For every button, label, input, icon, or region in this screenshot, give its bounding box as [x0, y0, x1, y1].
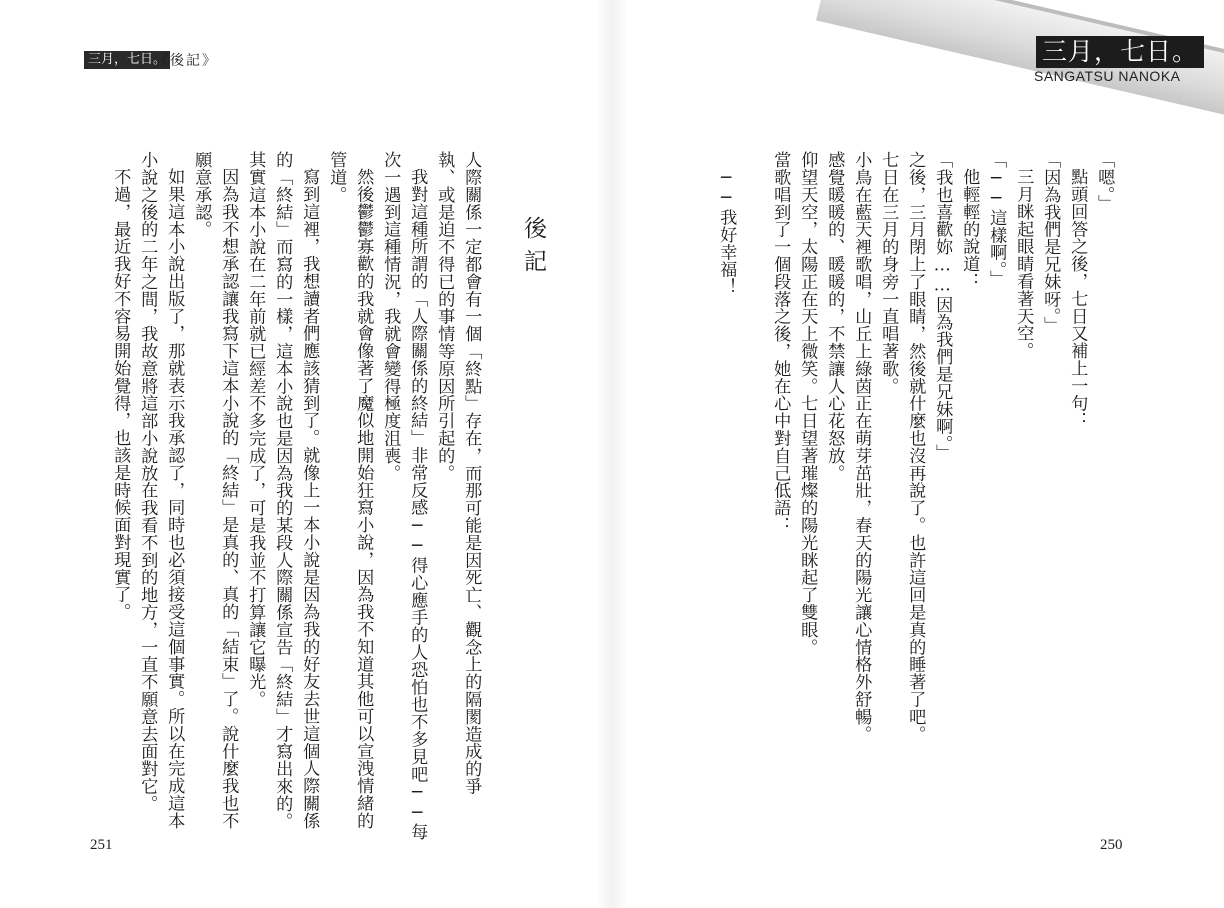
book-logo-title: 三月，七日。 [1042, 37, 1199, 66]
text-line: 寫到這裡，我想讀者們應該猜到了。就像上一本小說是因為我的好友去世這個人際關係 [299, 168, 320, 830]
book-logo [1036, 36, 1204, 68]
text-line: 小說之後的二年之間，我故意將這部小說放在我看不到的地方，一直不願意去面對它。 [137, 151, 158, 813]
text-line: 點頭回答之後，七日又補上一句： [1067, 168, 1088, 429]
text-line: 小鳥在藍天裡歌唱，山丘上綠茵正在萌芽茁壯，春天的陽光讓心情格外舒暢。 [851, 151, 872, 743]
text-line: ──我好幸福！ [716, 168, 737, 296]
text-line: 當歌唱到了一個段落之後，她在心中對自己低語： [770, 151, 791, 534]
text-line: 「嗯。」 [1094, 151, 1115, 212]
text-line: 「我也喜歡妳……因為我們是兄妹啊。」 [932, 151, 953, 462]
text-line: 「因為我們是兄妹呀。」 [1040, 151, 1061, 334]
gutter [596, 0, 628, 908]
text-line: 仰望天空，太陽正在天上微笑。七日望著璀燦的陽光眯起了雙眼。 [797, 151, 818, 656]
text-line: 然後鬱鬱寡歡的我就會像著了魔似地開始狂寫小說，因為我不知道其他可以宣洩情緒的 [353, 168, 374, 830]
text-line: 人際關係一定都會有一個「終點」存在，而那可能是因死亡、觀念上的隔閡造成的爭 [461, 151, 482, 795]
page-number-right: 250 [1100, 837, 1123, 853]
text-line: 管道。 [326, 151, 347, 204]
running-header-logo-text: 三月，七日。 [88, 52, 167, 67]
text-line: 其實這本小說在二年前就已經差不多完成了，可是我並不打算讓它曝光。 [245, 151, 266, 708]
text-line: 執、或是迫不得已的事情等原因所引起的。 [434, 151, 455, 482]
text-line: 他輕輕的說道： [959, 168, 980, 290]
text-line: 不過，最近我好不容易開始覺得，也該是時候面對現實了。 [110, 168, 131, 621]
text-line: 感覺暖暖的、暖暖的，不禁讓人心花怒放。 [824, 151, 845, 482]
text-line: 次一遇到這種情況，我就會變得極度沮喪。 [380, 151, 401, 482]
text-line: 三月眯起眼睛看著天空。 [1013, 168, 1034, 360]
text-line: 如果這本小說出版了，那就表示我承認了，同時也必須接受這個事實。所以在完成這本 [164, 168, 185, 830]
text-line: 願意承認。 [191, 151, 212, 238]
text-line: 我對這種所謂的「人際關係的終結」非常反感──得心應手的人恐怕也不多見吧──每 [407, 168, 428, 841]
text-line: 的「終結」而寫的一樣，這本小說也是因為我的某段人際關係宣告「終結」才寫出來的。 [272, 151, 293, 830]
page-number-left: 251 [90, 837, 113, 853]
book-logo-subtitle: SANGATSU NANOKA [1034, 68, 1181, 84]
text-line: 七日在三月的身旁一直唱著歌。 [878, 151, 899, 395]
text-line: 「──這樣啊。」 [986, 151, 1007, 288]
running-header-title: 《後記》 [154, 53, 218, 69]
text-line: 因為我不想承認讓我寫下這本小說的「終結」是真的、真的「結束」了。說什麼我也不 [218, 168, 239, 830]
text-line: 之後，三月閉上了眼睛，然後就什麼也沒再說了。也許這回是真的睡著了吧。 [905, 151, 926, 743]
afterword-heading: 後記 [520, 216, 546, 282]
